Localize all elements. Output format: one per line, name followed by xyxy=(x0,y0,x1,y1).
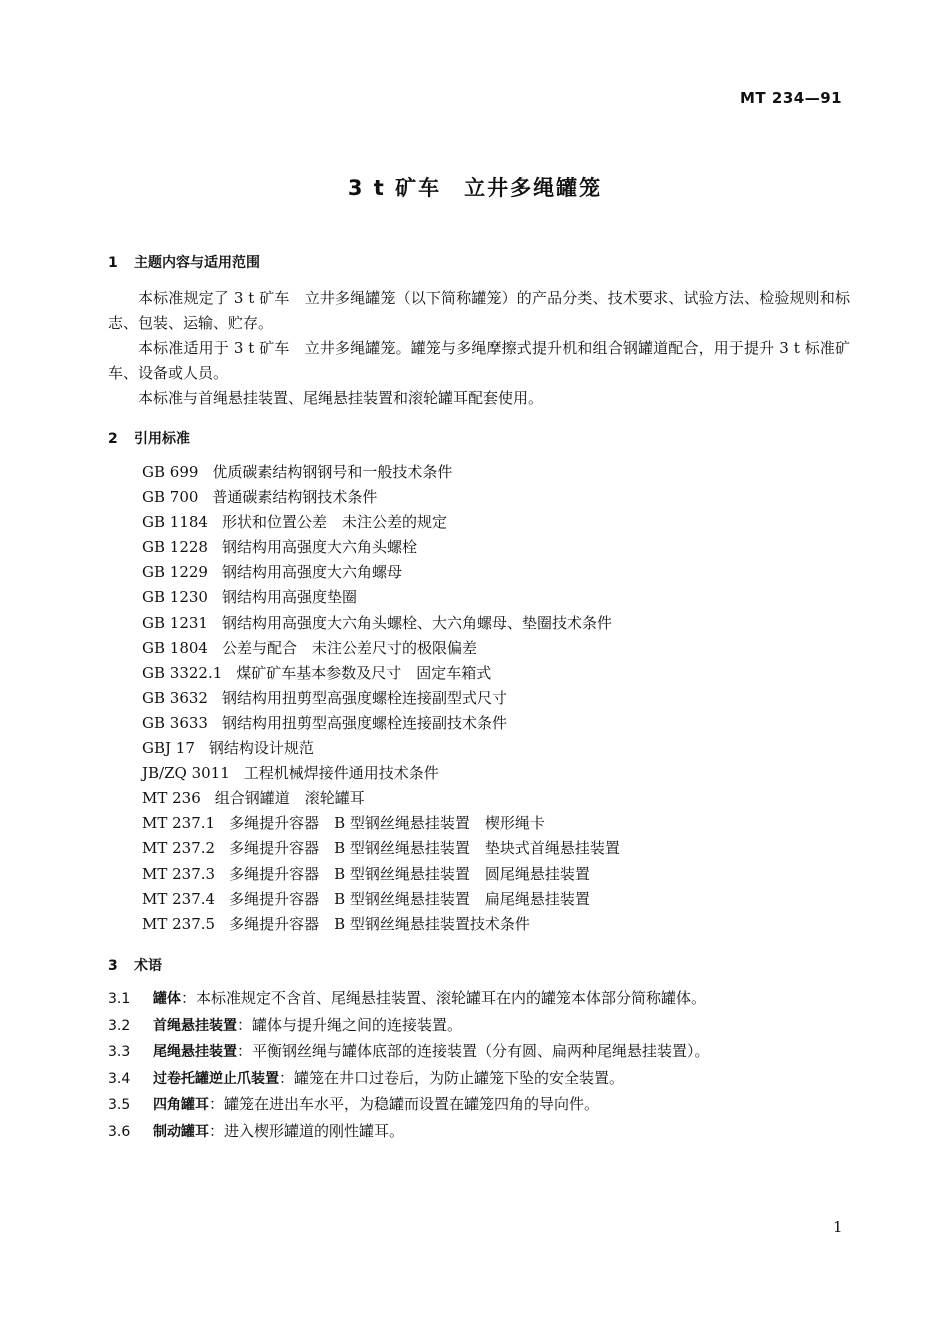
list-item xyxy=(142,836,620,861)
reference-code: GB 1230 xyxy=(142,588,208,607)
reference-code: MT 236 xyxy=(142,789,201,808)
term-number: 3.6 xyxy=(108,1123,131,1140)
section-title: 引用标准 xyxy=(134,431,190,447)
term-separator: ： xyxy=(279,1068,295,1087)
reference-code: MT 237.2 xyxy=(142,839,216,858)
section-number: 3 xyxy=(108,958,118,974)
term-definition: 罐笼在井口过卷后，为防止罐笼下坠的安全装置。 xyxy=(294,1068,625,1087)
reference-code: GB 3633 xyxy=(142,713,208,732)
term-separator: ： xyxy=(237,1015,253,1034)
term-name: 尾绳悬挂装置 xyxy=(153,1044,237,1061)
section-title: 术语 xyxy=(134,958,162,974)
reference-title: 普通碳素结构钢技术条件 xyxy=(212,488,378,507)
term-definition: 进入楔形罐道的刚性罐耳。 xyxy=(224,1121,405,1140)
reference-code: GB 1228 xyxy=(142,538,208,557)
terms-list xyxy=(108,986,710,1146)
page-number: 1 xyxy=(833,1218,843,1236)
list-item xyxy=(142,736,620,761)
reference-title: 组合钢罐道 滚轮罐耳 xyxy=(214,789,365,808)
term-definition: 罐体与提升绳之间的连接装置。 xyxy=(252,1015,463,1034)
scope-paragraph-1: 本标准规定了 3 t 矿车 立井多绳罐笼（以下简称罐笼）的产品分类、技术要求、试验方法、检验规则和标志、包装、运输、贮存。 xyxy=(108,289,850,332)
term-separator: ： xyxy=(181,989,197,1007)
reference-code: GBJ 17 xyxy=(142,739,195,758)
reference-title: 多绳提升容器 B 型钢丝绳悬挂装置技术条件 xyxy=(229,914,530,933)
scope-paragraph-3: 本标准与首绳悬挂装置、尾绳悬挂装置和滚轮罐耳配套使用。 xyxy=(138,389,544,407)
list-item xyxy=(142,585,620,610)
list-item xyxy=(142,761,620,786)
list-item xyxy=(142,887,620,912)
reference-title: 多绳提升容器 B 型钢丝绳悬挂装置 楔形绳卡 xyxy=(229,814,545,833)
term-separator: ： xyxy=(209,1121,225,1140)
list-item xyxy=(142,811,620,836)
term-separator: ： xyxy=(209,1095,225,1114)
reference-code: GB 3632 xyxy=(142,688,208,707)
term-item xyxy=(108,986,710,1013)
reference-code: MT 237.1 xyxy=(142,814,216,833)
reference-code: GB 1184 xyxy=(142,513,208,532)
reference-code: MT 237.5 xyxy=(142,914,216,933)
term-name: 过卷托罐逆止爪装置 xyxy=(153,1070,279,1087)
reference-title: 钢结构用高强度大六角头螺栓、大六角螺母、垫圈技术条件 xyxy=(221,613,612,632)
scope-paragraph-2: 本标准适用于 3 t 矿车 立井多绳罐笼。罐笼与多绳摩擦式提升机和组合钢罐道配合，用于提升 3 t 标准矿车、设备或人员。 xyxy=(108,339,850,382)
reference-code: GB 1804 xyxy=(142,638,208,657)
reference-list xyxy=(142,460,620,937)
term-definition: 罐笼在进出车水平，为稳罐而设置在罐笼四角的导向件。 xyxy=(224,1095,600,1114)
list-item xyxy=(142,711,620,736)
reference-code: GB 700 xyxy=(142,488,199,507)
reference-code: GB 1229 xyxy=(142,563,208,582)
term-name: 罐体 xyxy=(153,991,181,1007)
section-number: 2 xyxy=(108,431,118,447)
reference-code: GB 699 xyxy=(142,463,199,481)
reference-title: 多绳提升容器 B 型钢丝绳悬挂装置 扁尾绳悬挂装置 xyxy=(229,889,590,908)
list-item xyxy=(142,661,620,686)
term-item xyxy=(108,1039,710,1066)
section-title: 主题内容与适用范围 xyxy=(134,255,260,271)
list-item xyxy=(142,535,620,560)
list-item xyxy=(142,460,620,485)
section-heading-terms xyxy=(108,955,162,975)
term-name: 制动罐耳 xyxy=(153,1123,209,1140)
list-item xyxy=(142,786,620,811)
reference-title: 钢结构用扭剪型高强度螺栓连接副型式尺寸 xyxy=(221,688,507,707)
term-name: 四角罐耳 xyxy=(153,1097,209,1114)
term-item xyxy=(108,1066,710,1093)
reference-title: 多绳提升容器 B 型钢丝绳悬挂装置 垫块式首绳悬挂装置 xyxy=(229,839,620,858)
term-number: 3.4 xyxy=(108,1070,131,1087)
list-item xyxy=(142,636,620,661)
list-item xyxy=(142,560,620,585)
section-heading-scope xyxy=(108,252,260,272)
term-number: 3.3 xyxy=(108,1044,131,1061)
reference-code: MT 237.3 xyxy=(142,864,216,883)
term-name: 首绳悬挂装置 xyxy=(153,1017,237,1034)
reference-title: 优质碳素结构钢钢号和一般技术条件 xyxy=(212,463,453,481)
section-heading-references xyxy=(108,428,190,448)
term-item xyxy=(108,1092,710,1119)
document-title: 3 t 矿车 立井多绳罐笼 xyxy=(347,176,603,200)
reference-title: 公差与配合 未注公差尺寸的极限偏差 xyxy=(221,638,477,657)
reference-title: 钢结构用高强度垫圈 xyxy=(221,588,357,607)
reference-title: 钢结构设计规范 xyxy=(208,739,314,758)
list-item xyxy=(142,686,620,711)
term-definition: 平衡钢丝绳与罐体底部的连接装置（分有圆、扁两种尾绳悬挂装置）。 xyxy=(252,1042,710,1061)
reference-title: 钢结构用高强度大六角头螺栓 xyxy=(221,538,417,557)
term-number: 3.5 xyxy=(108,1097,131,1114)
standard-number: MT 234—91 xyxy=(740,89,843,107)
reference-code: GB 3322.1 xyxy=(142,663,223,682)
section-number: 1 xyxy=(108,255,118,271)
reference-title: 工程机械焊接件通用技术条件 xyxy=(243,764,439,783)
reference-code: JB/ZQ 3011 xyxy=(142,764,230,783)
term-number: 3.1 xyxy=(108,991,131,1007)
reference-title: 煤矿矿车基本参数及尺寸 固定车箱式 xyxy=(236,663,492,682)
term-item xyxy=(108,1119,710,1146)
reference-code: GB 1231 xyxy=(142,613,208,632)
term-number: 3.2 xyxy=(108,1017,131,1034)
list-item xyxy=(142,510,620,535)
term-definition: 本标准规定不含首、尾绳悬挂装置、滚轮罐耳在内的罐笼本体部分简称罐体。 xyxy=(196,989,707,1007)
list-item xyxy=(142,862,620,887)
term-separator: ： xyxy=(237,1042,253,1061)
reference-title: 多绳提升容器 B 型钢丝绳悬挂装置 圆尾绳悬挂装置 xyxy=(229,864,590,883)
reference-code: MT 237.4 xyxy=(142,889,216,908)
term-item xyxy=(108,1013,710,1040)
list-item xyxy=(142,485,620,510)
list-item xyxy=(142,611,620,636)
reference-title: 钢结构用扭剪型高强度螺栓连接副技术条件 xyxy=(221,713,507,732)
list-item xyxy=(142,912,620,937)
reference-title: 钢结构用高强度大六角螺母 xyxy=(221,563,402,582)
reference-title: 形状和位置公差 未注公差的规定 xyxy=(221,513,447,532)
